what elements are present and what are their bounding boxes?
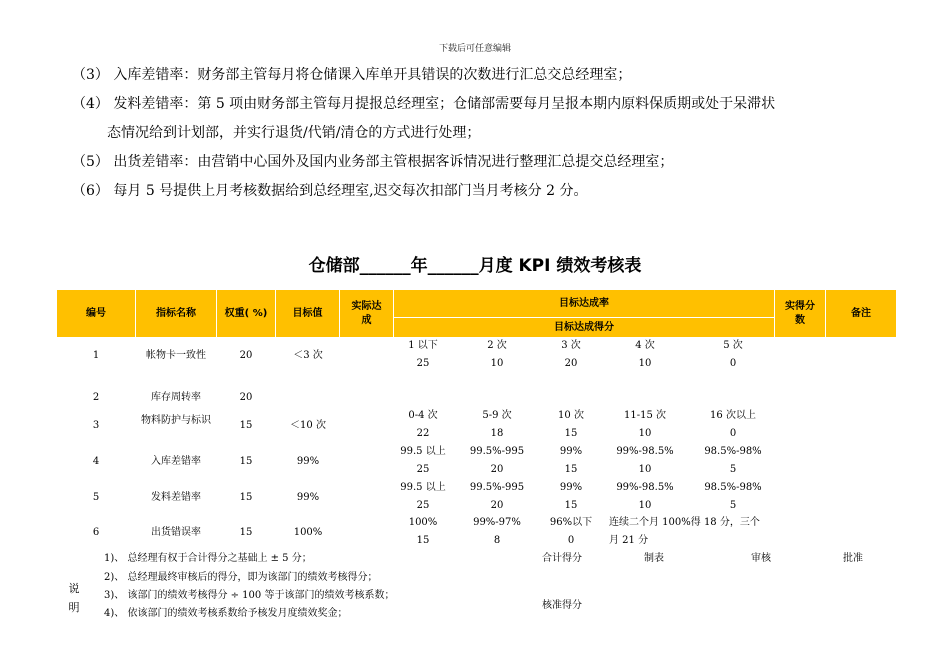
level-score: 15 xyxy=(564,428,578,439)
table-title: 仓储部______年______月度 KPI 绩效考核表 xyxy=(308,256,642,276)
indicator-name: 库存周转率 xyxy=(151,392,201,403)
col-header-weight: 权重( %) xyxy=(217,290,275,337)
level-threshold: 99% xyxy=(559,482,583,493)
total-score-label: 合计得分 xyxy=(542,553,582,564)
level-threshold: 4 次 xyxy=(635,340,655,351)
level-threshold: 98.5%-98% xyxy=(704,482,762,493)
level-score: 0 xyxy=(729,428,737,439)
level-threshold: 99%-97% xyxy=(473,517,521,528)
level-threshold: 连续二个月 100%得 18 分，三个 xyxy=(609,517,760,528)
level-threshold: 5 次 xyxy=(723,340,743,351)
level-threshold: 11-15 次 xyxy=(623,410,666,421)
target-value: ＜3 次 xyxy=(293,350,323,361)
level-threshold: 99%-98.5% xyxy=(616,482,674,493)
level-threshold: 99.5%-995 xyxy=(469,446,525,457)
level-threshold: 5-9 次 xyxy=(482,410,512,421)
weight-value: 15 xyxy=(239,492,253,503)
level-threshold: 98.5%-98% xyxy=(704,446,762,457)
level-threshold: 99.5 以上 xyxy=(400,446,446,457)
level-score: 0 xyxy=(729,358,737,369)
paragraph-text: 每月 5 号提供上月考核数据给到总经理室,迟交每次扣部门当月考核分 2 分。 xyxy=(113,183,588,199)
target-value: 100% xyxy=(293,527,323,538)
row-number: 4 xyxy=(92,456,100,467)
level-threshold: 1 以下 xyxy=(408,340,438,351)
level-score: 月 21 分 xyxy=(609,535,649,546)
level-score: 25 xyxy=(416,464,430,475)
level-threshold: 100% xyxy=(408,517,438,528)
level-score: 5 xyxy=(729,500,737,511)
level-score: 18 xyxy=(490,428,504,439)
level-score: 10 xyxy=(638,464,652,475)
level-threshold: 3 次 xyxy=(561,340,581,351)
approved-label: 批准 xyxy=(843,553,863,564)
reviewed-label: 审核 xyxy=(751,553,771,564)
row-number: 5 xyxy=(92,492,100,503)
paragraph-4-continued xyxy=(107,124,480,142)
level-threshold: 96%以下 xyxy=(549,517,593,528)
level-score: 25 xyxy=(416,500,430,511)
level-score: 22 xyxy=(416,428,430,439)
col-header-name: 指标名称 xyxy=(136,290,216,337)
prepared-label: 制表 xyxy=(644,553,664,564)
row-number: 6 xyxy=(92,527,100,538)
row-number: 3 xyxy=(92,420,100,431)
paragraph-5 xyxy=(72,153,673,171)
header-note: 下载后可任意编辑 xyxy=(438,44,511,54)
target-value: 99% xyxy=(296,492,320,503)
paragraph-6 xyxy=(72,182,587,200)
level-score: 25 xyxy=(416,358,430,369)
paragraph-number: （3） xyxy=(72,67,109,83)
paragraph-text: 入库差错率：财务部主管每月将仓储课入库单开具错误的次数进行汇总交总经理室； xyxy=(113,67,632,83)
indicator-name: 入库差错率 xyxy=(151,456,201,467)
weight-value: 20 xyxy=(239,350,253,361)
level-score: 15 xyxy=(416,535,430,546)
col-header-score: 目标达成得分 xyxy=(394,318,774,337)
col-header-target: 目标值 xyxy=(276,290,339,337)
col-header-no: 编号 xyxy=(57,290,135,337)
level-threshold: 99.5%-995 xyxy=(469,482,525,493)
level-score: 10 xyxy=(638,358,652,369)
footer-side-label: 说明 xyxy=(68,582,80,614)
level-score: 0 xyxy=(567,535,575,546)
col-header-rate: 目标达成率 xyxy=(394,290,774,317)
col-header-actual: 实际达成 xyxy=(340,290,393,337)
level-score: 5 xyxy=(729,464,737,475)
level-score: 20 xyxy=(490,500,504,511)
paragraph-number: （5） xyxy=(72,154,109,170)
weight-value: 15 xyxy=(239,527,253,538)
level-threshold: 0-4 次 xyxy=(408,410,438,421)
level-score: 20 xyxy=(490,464,504,475)
footer-note: 3)、 该部门的绩效考核得分 ÷ 100 等于该部门的绩效考核系数； xyxy=(104,590,395,601)
col-header-remark: 备注 xyxy=(826,290,896,337)
paragraph-text: 态情况给到计划部，并实行退货/代销/清仓的方式进行处理； xyxy=(107,125,481,141)
row-number: 1 xyxy=(92,350,100,361)
level-score: 8 xyxy=(493,535,501,546)
level-threshold: 99% xyxy=(559,446,583,457)
level-score: 10 xyxy=(638,428,652,439)
paragraph-4 xyxy=(72,95,775,113)
indicator-name: 出货错误率 xyxy=(151,527,201,538)
paragraph-number: （6） xyxy=(72,183,109,199)
col-header-earned: 实得分数 xyxy=(775,290,825,337)
target-value: ＜10 次 xyxy=(290,420,326,431)
weight-value: 15 xyxy=(239,456,253,467)
level-threshold: 2 次 xyxy=(487,340,507,351)
level-threshold: 99%-98.5% xyxy=(616,446,674,457)
paragraph-3 xyxy=(72,66,631,84)
level-score: 20 xyxy=(564,358,578,369)
indicator-name: 发料差错率 xyxy=(151,492,201,503)
level-score: 10 xyxy=(638,500,652,511)
level-threshold: 10 次 xyxy=(558,410,584,421)
indicator-name: 帐物卡一致性 xyxy=(146,350,206,361)
level-score: 10 xyxy=(490,358,504,369)
weight-value: 15 xyxy=(239,420,253,431)
paragraph-text: 发料差错率：第 5 项由财务部主管每月提报总经理室；仓储部需要每月呈报本期内原料保质期或处于呆滞状 xyxy=(113,96,776,112)
level-threshold: 16 次以上 xyxy=(710,410,756,421)
indicator-name: 物料防护与标识 xyxy=(141,415,211,426)
level-score: 15 xyxy=(564,500,578,511)
footer-note: 4)、 依该部门的绩效考核系数给予核发月度绩效奖金； xyxy=(104,608,348,619)
footer-note: 2)、 总经理最终审核后的得分，即为该部门的绩效考核得分； xyxy=(104,572,378,583)
target-value: 99% xyxy=(296,456,320,467)
footer-note: 1)、 总经理有权于合计得分之基础上 ± 5 分； xyxy=(104,553,312,564)
weight-value: 20 xyxy=(239,392,253,403)
paragraph-number: （4） xyxy=(72,96,109,112)
approved-score-label: 核准得分 xyxy=(542,600,582,611)
row-number: 2 xyxy=(92,392,100,403)
level-threshold: 99.5 以上 xyxy=(400,482,446,493)
paragraph-text: 出货差错率：由营销中心国外及国内业务部主管根据客诉情况进行整理汇总提交总经理室； xyxy=(113,154,674,170)
level-score: 15 xyxy=(564,464,578,475)
